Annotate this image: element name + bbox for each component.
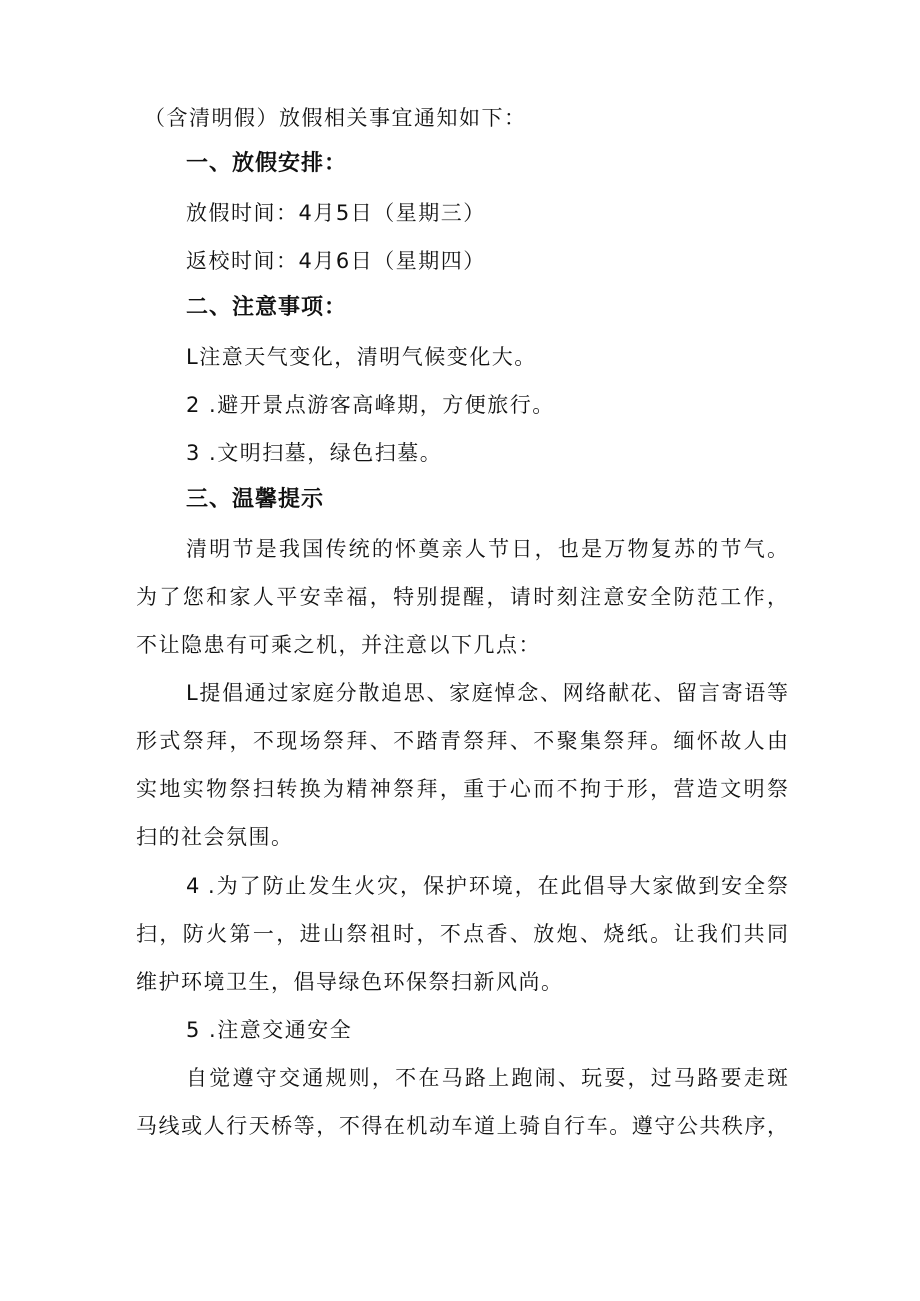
paragraph-line: 清明节是我国传统的怀奠亲人节日，也是万物复苏的节气。: [186, 537, 788, 561]
paragraph-line: 马线或人行天桥等，不得在机动车道上骑自行车。遵守公共秩序，: [136, 1114, 788, 1138]
paragraph-line: 形式祭拜，不现场祭拜、不踏青祭拜、不聚集祭拜。缅怀故人由: [136, 729, 788, 753]
paragraph-line: 实地实物祭扫转换为精神祭拜，重于心而不拘于形，营造文明祭: [136, 777, 788, 801]
paragraph-line: 为了您和家人平安幸福，特别提醒，请时刻注意安全防范工作，: [136, 585, 788, 609]
paragraph-line: 不让隐患有可乘之机，并注意以下几点：: [136, 633, 541, 657]
paragraph-line: L提倡通过家庭分散追思、家庭悼念、网络献花、留言寄语等: [186, 681, 788, 705]
intro-line: （含清明假）放假相关事宜通知如下：: [144, 106, 527, 130]
paragraph-line: 4 .为了防止发生火灾，保护环境，在此倡导大家做到安全祭: [186, 874, 788, 898]
section-heading-tips: 三、温馨提示: [186, 487, 325, 512]
tip-title-traffic: 5 .注意交通安全: [186, 1018, 353, 1042]
section-heading-notices: 二、注意事项：: [186, 295, 348, 320]
notice-item: 2 .避开景点游客高峰期，方便旅行。: [186, 393, 555, 417]
paragraph-line: 扫的社会氛围。: [136, 825, 294, 849]
notice-item: 3 .文明扫墓，绿色扫墓。: [186, 441, 443, 465]
notice-item: L注意天气变化，清明气候变化大。: [186, 345, 537, 369]
paragraph-line: 扫，防火第一，进山祭祖时，不点香、放炮、烧纸。让我们共同: [136, 922, 788, 946]
return-time: 返校时间：4月6日（星期四）: [186, 249, 486, 273]
paragraph-line: 自觉遵守交通规则，不在马路上跑闹、玩耍，过马路要走斑: [186, 1066, 788, 1090]
section-heading-arrangement: 一、放假安排：: [186, 151, 348, 176]
holiday-time: 放假时间：4月5日（星期三）: [186, 201, 486, 225]
paragraph-line: 维护环境卫生，倡导绿色环保祭扫新风尚。: [136, 970, 564, 994]
